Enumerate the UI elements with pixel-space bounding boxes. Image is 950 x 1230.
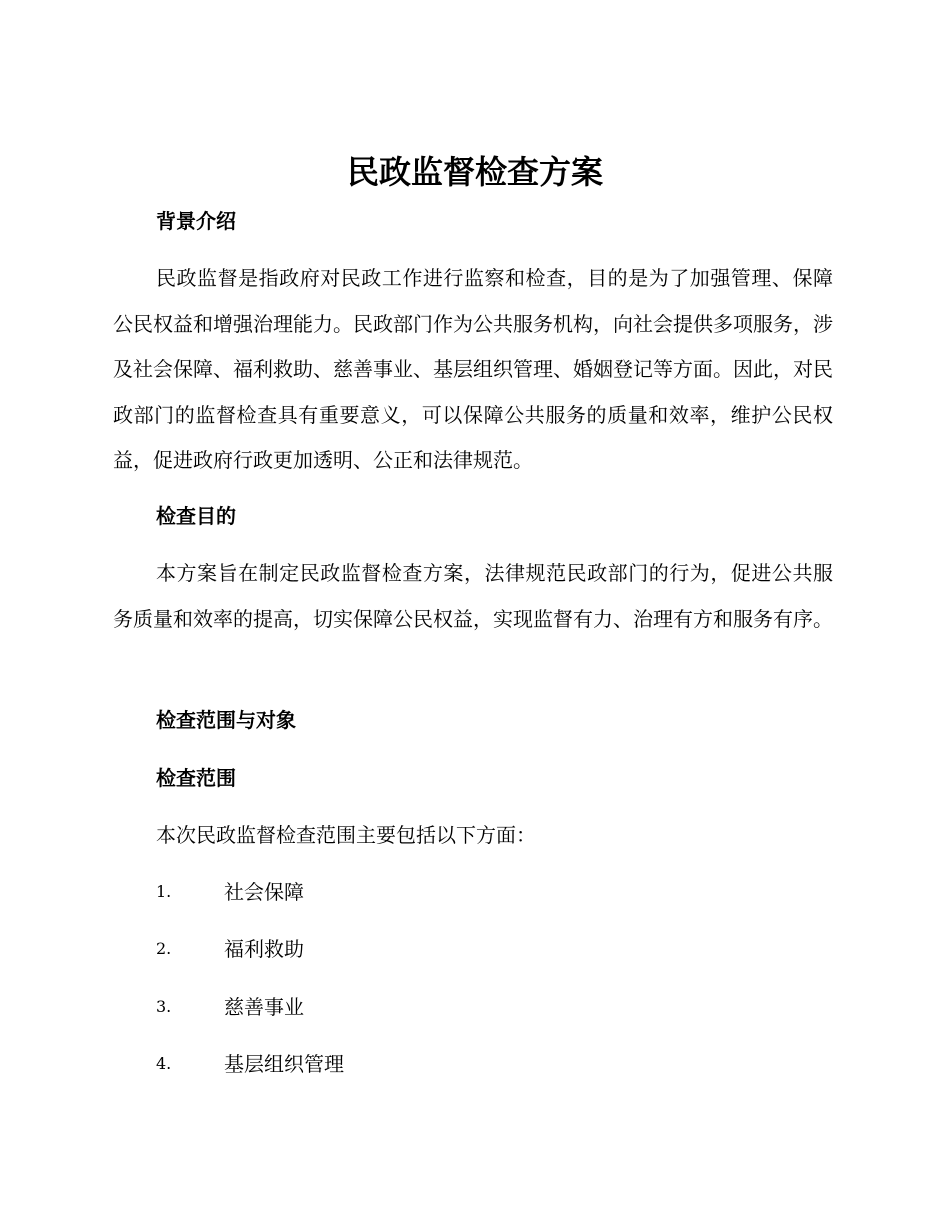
section-heading-scope: 检查范围 (156, 766, 236, 790)
scope-intro: 本次民政监督检查范围主要包括以下方面： (156, 823, 536, 847)
section-heading-scope-and-objects: 检查范围与对象 (156, 708, 296, 732)
list-item-number: 3. (156, 997, 172, 1016)
list-item-number: 4. (156, 1054, 172, 1073)
list-item-number: 1. (156, 882, 172, 901)
document-title: 民政监督检查方案 (346, 153, 603, 191)
background-paragraph: 民政监督是指政府对民政工作进行监察和检查，目的是为了加强管理、保障公民权益和增强治理能力。民政部门作为公共服务机构，向社会提供多项服务，涉及社会保障、福利救助、慈善事业、基层组织管理、婚姻登记等方面。因此，对民政部门的监督检查具有重要意义，可以保障公共服务的质量和效率，维护公民权益，促进政府行政更加透明、公正和法律规范。 (113, 266, 833, 472)
list-item-text: 基层组织管理 (224, 1052, 344, 1076)
purpose-paragraph: 本方案旨在制定民政监督检查方案，法律规范民政部门的行为，促进公共服务质量和效率的提高，切实保障公民权益，实现监督有力、治理有方和服务有序。 (113, 561, 833, 631)
section-heading-purpose: 检查目的 (156, 504, 236, 528)
list-item-text: 福利救助 (224, 937, 304, 961)
section-heading-background: 背景介绍 (156, 209, 236, 233)
list-item-text: 慈善事业 (224, 995, 304, 1019)
list-item-number: 2. (156, 939, 172, 958)
list-item-text: 社会保障 (224, 880, 304, 904)
